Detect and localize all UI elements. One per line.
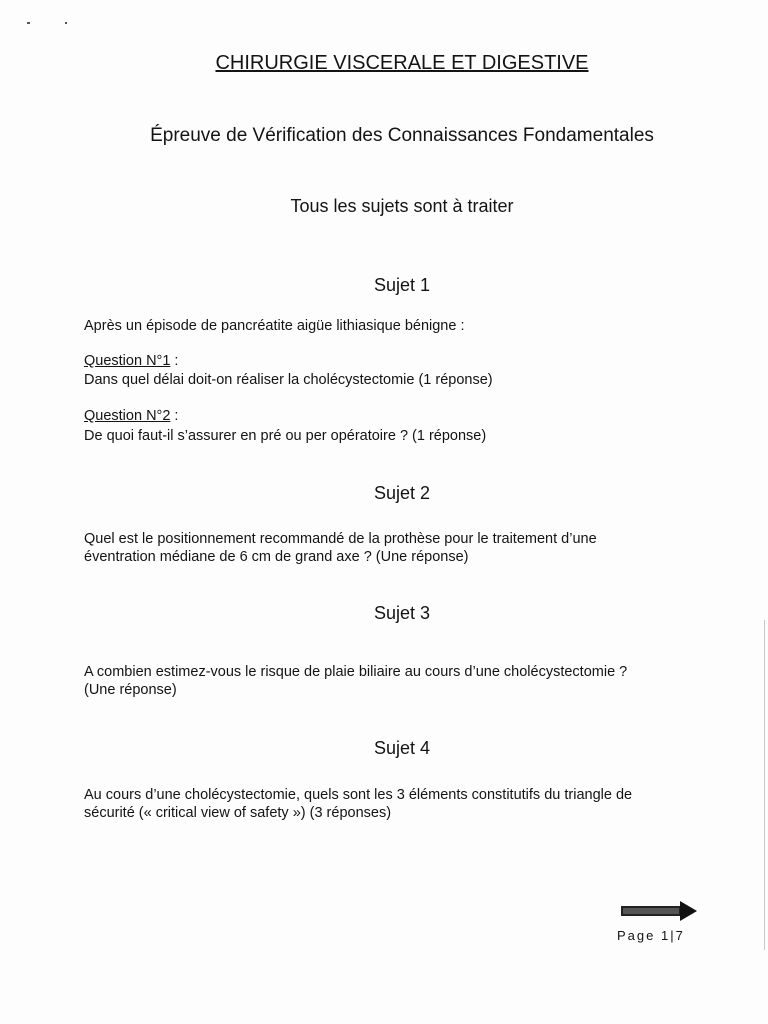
sujet-4-line-2: sécurité (« critical view of safety ») (3 réponses) [84, 805, 392, 821]
question-2-colon: : [170, 408, 179, 424]
question-2-label: Question N°2 [84, 408, 171, 424]
sujet-1-question-1-text: Dans quel délai doit-on réaliser la cholécystectomie (1 réponse) [84, 372, 493, 388]
sujet-3-heading: Sujet 3 [373, 603, 431, 623]
scan-edge-line [764, 620, 765, 950]
sujet-1-heading: Sujet 1 [373, 275, 431, 295]
sujet-2-line-2: éventration médiane de 6 cm de grand axe ? (Une réponse) [84, 549, 469, 565]
sujet-2-line-1: Quel est le positionnement recommandé de la prothèse pour le traitement d’une [84, 531, 597, 547]
sujet-4-line-1: Au cours d’une cholécystectomie, quels sont les 3 éléments constitutifs du triangle de [84, 787, 633, 803]
sujet-2-heading: Sujet 2 [373, 483, 431, 503]
sujet-1-question-2-text: De quoi faut-il s’assurer en pré ou per opératoire ? (1 réponse) [84, 428, 487, 444]
document-subtitle: Épreuve de Vérification des Connaissances Fondamentales [150, 125, 654, 146]
sujet-4-heading: Sujet 4 [373, 738, 431, 758]
sujet-1-intro: Après un épisode de pancréatite aigüe lithiasique bénigne : [84, 318, 465, 334]
scan-speck [27, 22, 30, 24]
question-1-colon: : [170, 353, 179, 369]
right-arrow-icon [620, 900, 698, 922]
sujet-1-question-2-label [84, 407, 178, 425]
instruction-text: Tous les sujets sont à traiter [290, 196, 514, 216]
page-number: Page 1|7 [617, 928, 685, 943]
sujet-1-question-1-label [84, 352, 178, 370]
scan-speck [65, 22, 67, 24]
question-1-label: Question N°1 [84, 353, 171, 369]
sujet-3-line-2: (Une réponse) [84, 682, 177, 698]
sujet-3-line-1: A combien estimez-vous le risque de plaie biliaire au cours d’une cholécystectomie ? [84, 664, 628, 680]
document-title: CHIRURGIE VISCERALE ET DIGESTIVE [215, 52, 589, 74]
